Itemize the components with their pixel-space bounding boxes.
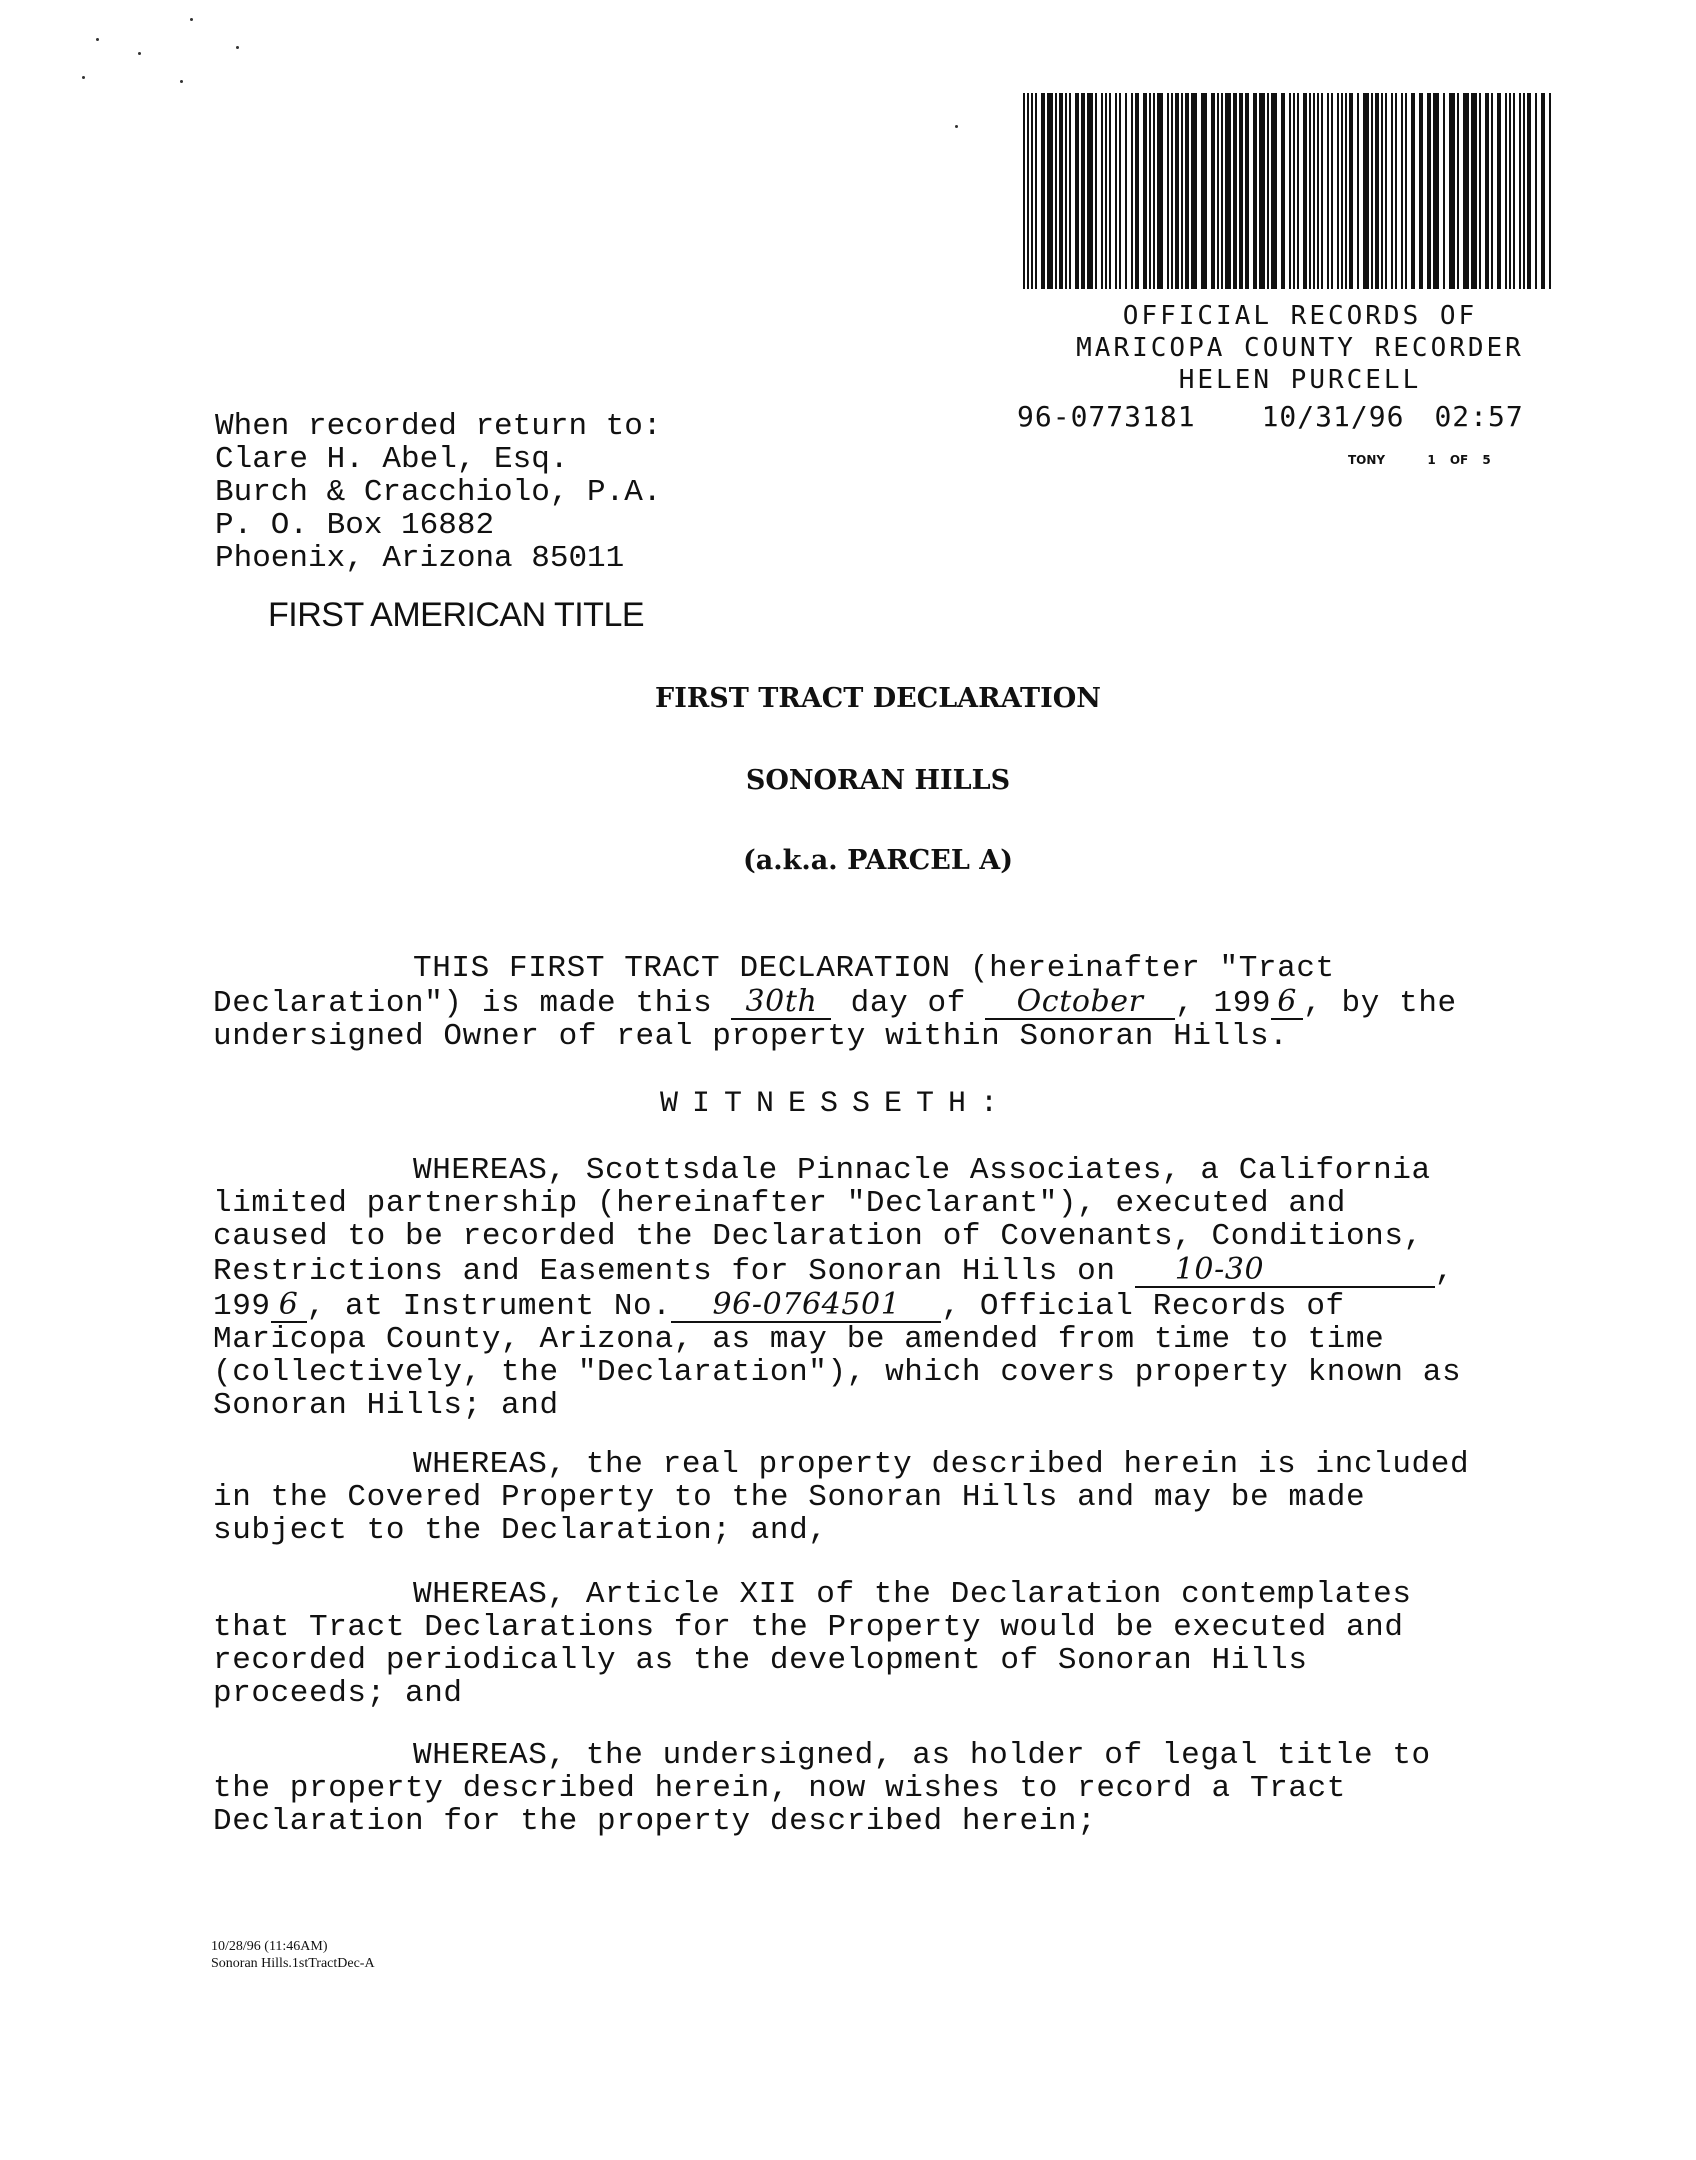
barcode-bar: [1527, 93, 1531, 289]
return-name: Clare H. Abel, Esq.: [215, 442, 569, 477]
clerk-info: [1348, 453, 1491, 467]
scan-speck: [96, 38, 99, 41]
barcode-bar: [1175, 93, 1179, 289]
return-city: Phoenix, Arizona 85011: [215, 541, 625, 576]
barcode-bar: [1239, 93, 1243, 289]
barcode-bar: [1433, 93, 1439, 289]
barcode-bar: [1135, 93, 1139, 289]
para3-line-2: that Tract Declarations for the Property would be executed and: [213, 1610, 1404, 1645]
para1-text: 199: [213, 1289, 271, 1324]
barcode-bar: [1357, 93, 1359, 289]
barcode-bar: [1149, 93, 1151, 289]
handwritten-day: 30th: [731, 985, 831, 1020]
para3-line-4: proceeds; and: [213, 1676, 463, 1711]
barcode-bar: [1485, 93, 1489, 289]
para1-line-6: Maricopa County, Arizona, as may be amended from time to time: [213, 1322, 1385, 1357]
barcode-bar: [1505, 93, 1507, 289]
barcode-bar: [1331, 93, 1333, 289]
barcode-bar: [1297, 93, 1299, 289]
para1-text: Restrictions and Easements for Sonoran Hills on: [213, 1254, 1135, 1289]
footer-timestamp: 10/28/96 (11:46AM): [211, 1939, 328, 1954]
barcode-bar: [1171, 93, 1173, 289]
barcode-bar: [1513, 93, 1515, 289]
barcode-bar: [1081, 93, 1085, 289]
barcode-bar: [1519, 93, 1521, 289]
return-po-box: P. O. Box 16882: [215, 508, 495, 543]
para2-line-2: in the Covered Property to the Sonoran Hills and may be made: [213, 1480, 1366, 1515]
para3-line-1: WHEREAS, Article XII of the Declaration contemplates: [413, 1577, 1412, 1612]
intro-paragraph: [213, 952, 1457, 1053]
document-subtitle: SONORAN HILLS: [745, 765, 1011, 796]
para1-text: , Official Records of: [941, 1289, 1345, 1324]
barcode-bar: [1375, 93, 1379, 289]
document-footer: [211, 1938, 375, 1972]
barcode-bar: [1491, 93, 1493, 289]
para1-line-7: (collectively, the "Declaration"), which covers property known as: [213, 1355, 1462, 1390]
para1-line-1: WHEREAS, Scottsdale Pinnacle Associates, a California: [413, 1153, 1431, 1188]
handwritten-instrument-number: 96-0764501: [671, 1288, 941, 1323]
barcode-bar: [1463, 93, 1469, 289]
return-label: When recorded return to:: [215, 409, 662, 444]
barcode-bar: [1419, 93, 1423, 289]
page-count: 1 OF 5: [1427, 453, 1491, 467]
barcode-bar: [1211, 93, 1215, 289]
barcode-bar: [1535, 93, 1537, 289]
barcode-bar: [1201, 93, 1207, 289]
barcode-bar: [1105, 93, 1107, 289]
barcode-bar: [1253, 93, 1257, 289]
barcode-bar: [1065, 93, 1067, 289]
return-firm: Burch & Cracchiolo, P.A.: [215, 475, 662, 510]
barcode-bar: [1281, 93, 1285, 289]
scan-speck: [190, 18, 193, 21]
barcode-bar: [1167, 93, 1169, 289]
barcode-bar: [1523, 93, 1525, 289]
barcode-bar: [1233, 93, 1237, 289]
barcode-bar: [1497, 93, 1501, 289]
barcode-bar: [1345, 93, 1347, 289]
document-title: FIRST TRACT DECLARATION: [655, 683, 1101, 714]
barcode-bar: [1385, 93, 1387, 289]
intro-text: day of: [831, 986, 986, 1021]
para4-line-1: WHEREAS, the undersigned, as holder of legal title to: [413, 1738, 1431, 1773]
recorder-line-1: OFFICIAL RECORDS OF: [1122, 301, 1478, 331]
barcode-bar: [1309, 93, 1311, 289]
barcode-bar: [1317, 93, 1319, 289]
barcode-bar: [1395, 93, 1397, 289]
scan-speck: [180, 80, 183, 83]
barcode-bar: [1035, 93, 1037, 289]
para4-line-3: Declaration for the property described herein;: [213, 1804, 1097, 1839]
barcode-bar: [1217, 93, 1219, 289]
barcode-bar: [1157, 93, 1163, 289]
para3-line-3: recorded periodically as the development of Sonoran Hills: [213, 1643, 1308, 1678]
intro-line-3: undersigned Owner of real property within Sonoran Hills.: [213, 1019, 1289, 1054]
barcode-bar: [1031, 93, 1033, 289]
barcode-bar: [1327, 93, 1329, 289]
intro-text: Declaration") is made this: [213, 986, 732, 1021]
barcode-bar: [1541, 93, 1545, 289]
barcode-bar: [1427, 93, 1431, 289]
whereas-paragraph-1: [213, 1154, 1461, 1422]
return-address: [215, 410, 661, 575]
barcode-bar: [1095, 93, 1097, 289]
barcode-bar: [1509, 93, 1511, 289]
barcode-bar: [1321, 93, 1323, 289]
intro-text: , by the: [1303, 986, 1457, 1021]
barcode-bar: [1341, 93, 1343, 289]
barcode-bar: [1131, 93, 1133, 289]
handwritten-year-digit: 6: [1271, 985, 1303, 1020]
barcode-bar: [1181, 93, 1183, 289]
barcode-bar: [1109, 93, 1111, 289]
para1-line-2: limited partnership (hereinafter "Declarant"), executed and: [213, 1186, 1346, 1221]
barcode-bar: [1191, 93, 1197, 289]
scan-speck: [955, 125, 958, 128]
barcode-bar: [1313, 93, 1315, 289]
barcode-bar: [1549, 93, 1551, 289]
handwritten-month: October: [985, 985, 1175, 1020]
para1-line-3: caused to be recorded the Declaration of Covenants, Conditions,: [213, 1219, 1423, 1254]
barcode-bar: [1411, 93, 1415, 289]
barcode-bar: [1405, 93, 1407, 289]
barcode-bar: [1027, 93, 1029, 289]
barcode-bar: [1055, 93, 1057, 289]
barcode-bar: [1125, 93, 1127, 289]
barcode-bar: [1303, 93, 1307, 289]
document-aka: (a.k.a. PARCEL A): [743, 845, 1013, 876]
barcode-bar: [1153, 93, 1155, 289]
barcode-bar: [1363, 93, 1369, 289]
barcode-bar: [1119, 93, 1121, 289]
handwritten-year-digit: 6: [271, 1288, 307, 1323]
barcode-bar: [1075, 93, 1079, 289]
para2-line-1: WHEREAS, the real property described herein is included: [413, 1447, 1470, 1482]
handwritten-recorded-date: 10-30: [1135, 1253, 1435, 1288]
recording-info: [1017, 400, 1524, 433]
para1-text: ,: [1434, 1254, 1454, 1289]
scan-speck: [138, 52, 141, 55]
barcode-bar: [1115, 93, 1117, 289]
para2-line-3: subject to the Declaration; and,: [213, 1513, 828, 1548]
barcode-bar: [1069, 93, 1071, 289]
barcode-bar: [1087, 93, 1093, 289]
intro-text: , 199: [1175, 986, 1272, 1021]
barcode-bar: [1023, 93, 1025, 289]
barcode-bar: [1401, 93, 1403, 289]
para4-line-2: the property described herein, now wishes to record a Tract: [213, 1771, 1346, 1806]
barcode-bar: [1457, 93, 1459, 289]
barcode-bar: [1041, 93, 1045, 289]
barcode-bar: [1349, 93, 1353, 289]
barcode: [1017, 93, 1559, 289]
barcode-bar: [1471, 93, 1477, 289]
barcode-bar: [1293, 93, 1295, 289]
barcode-bar: [1221, 93, 1223, 289]
barcode-bar: [1371, 93, 1373, 289]
barcode-bar: [1143, 93, 1147, 289]
para1-line-8: Sonoran Hills; and: [213, 1388, 559, 1423]
barcode-bar: [1047, 93, 1053, 289]
barcode-bar: [1289, 93, 1291, 289]
barcode-bar: [1245, 93, 1249, 289]
barcode-bar: [1259, 93, 1265, 289]
barcode-bar: [1225, 93, 1231, 289]
recorder-line-3: HELEN PURCELL: [1178, 365, 1422, 395]
title-company-stamp: FIRST AMERICAN TITLE: [268, 596, 645, 634]
recording-date: 10/31/96: [1261, 400, 1405, 433]
barcode-bar: [1267, 93, 1269, 289]
whereas-paragraph-4: [213, 1739, 1431, 1838]
clerk-name: TONY: [1348, 453, 1386, 467]
barcode-bar: [1443, 93, 1445, 289]
witnesseth-heading: WITNESSETH:: [660, 1087, 1013, 1121]
barcode-bar: [1381, 93, 1383, 289]
scan-speck: [82, 76, 85, 79]
barcode-bar: [1337, 93, 1339, 289]
barcode-bar: [1101, 93, 1103, 289]
scan-speck: [236, 46, 239, 49]
recorder-line-2: MARICOPA COUNTY RECORDER: [1076, 333, 1524, 363]
intro-line-1: THIS FIRST TRACT DECLARATION (hereinafter "Tract: [413, 951, 1335, 986]
barcode-bar: [1391, 93, 1393, 289]
recorder-stamp: [1040, 300, 1560, 396]
barcode-bar: [1059, 93, 1063, 289]
whereas-paragraph-2: [213, 1448, 1469, 1547]
instrument-number: 96-0773181: [1017, 400, 1196, 433]
para1-text: , at Instrument No.: [306, 1289, 672, 1324]
barcode-bar: [1271, 93, 1277, 289]
whereas-paragraph-3: [213, 1578, 1412, 1710]
barcode-bar: [1449, 93, 1455, 289]
barcode-bar: [1185, 93, 1189, 289]
footer-filename: Sonoran Hills.1stTractDec-A: [211, 1956, 375, 1971]
recording-time: 02:57: [1434, 400, 1524, 433]
barcode-bar: [1479, 93, 1481, 289]
